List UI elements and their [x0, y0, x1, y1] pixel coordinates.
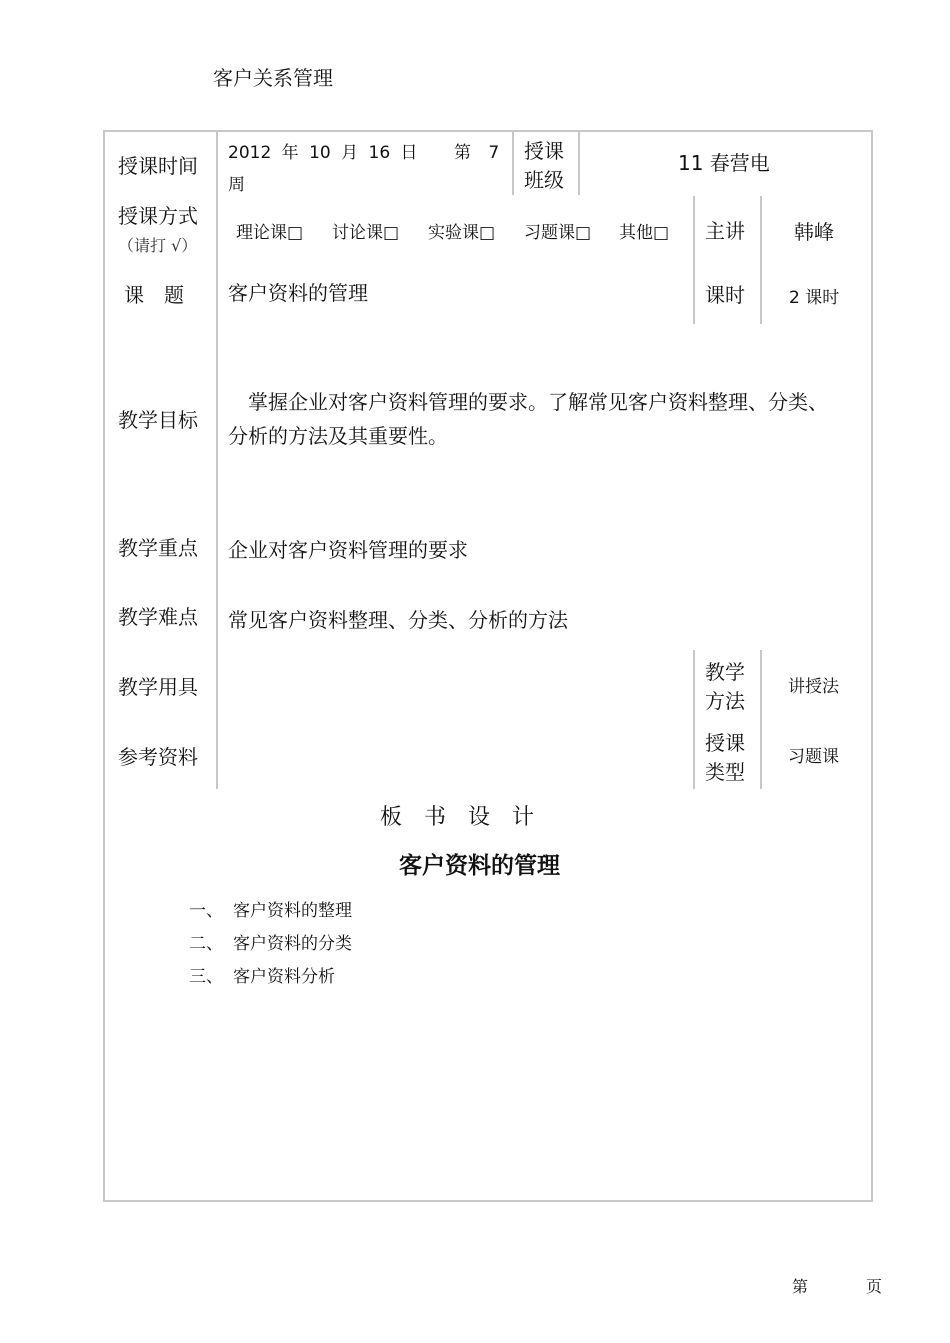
class-label-divider-left [512, 131, 514, 195]
lesson-type-label-line2: 类型 [705, 760, 745, 784]
board-item-1-text: 客户资料的整理 [233, 901, 352, 921]
method-divider-right [760, 650, 762, 789]
document-title: 客户关系管理 [213, 66, 333, 90]
lesson-type-value: 习题课 [788, 747, 839, 767]
objective-label: 教学目标 [118, 408, 198, 432]
teaching-method-label-line2: 方法 [705, 689, 745, 713]
hours-label: 课时 [705, 283, 745, 307]
class-label-line2: 班级 [524, 168, 564, 192]
class-label-divider-right [578, 131, 580, 195]
label-column-divider [216, 131, 218, 789]
difficulty-label: 教学难点 [118, 605, 198, 629]
tools-label: 教学用具 [118, 675, 198, 699]
difficulty-value: 常见客户资料整理、分类、分析的方法 [228, 608, 568, 632]
references-label: 参考资料 [118, 745, 198, 769]
lesson-plan-table [103, 130, 873, 1202]
key-point-value: 企业对客户资料管理的要求 [228, 538, 468, 562]
topic-label: 课 题 [124, 283, 184, 307]
class-value: 11 春营电 [678, 151, 770, 175]
method-type-label: 授课方式 [118, 204, 198, 228]
teaching-method-label-line1: 教学 [705, 660, 745, 684]
lecturer-divider-right [760, 196, 762, 324]
lecturer-divider-left [693, 196, 695, 324]
method-type-note: （请打 √） [118, 236, 198, 255]
hours-value: 2 课时 [789, 288, 840, 308]
board-item-3-text: 客户资料分析 [233, 967, 335, 987]
board-item-2-text: 客户资料的分类 [233, 934, 352, 954]
page-number-suffix: 页 [866, 1277, 883, 1296]
board-title: 客户资料的管理 [399, 853, 560, 879]
lecturer-value: 韩峰 [794, 220, 834, 244]
board-design-heading: 板 书 设 计 [380, 805, 535, 830]
key-point-label: 教学重点 [118, 536, 198, 560]
option-discussion: 讨论课□ [332, 223, 400, 243]
option-other: 其他□ [619, 223, 670, 243]
class-label-line1: 授课 [524, 139, 564, 163]
board-item-1-number: 一、 [189, 901, 223, 921]
lesson-week-unit: 周 [228, 175, 245, 195]
option-exercise: 习题课□ [524, 223, 592, 243]
option-lecture: 理论课□ [236, 223, 304, 243]
method-divider-left [693, 650, 695, 789]
lesson-week: 第 7 [454, 143, 500, 163]
board-item-2-number: 二、 [189, 934, 223, 954]
page-number-prefix: 第 [792, 1277, 809, 1296]
lesson-date: 2012 年 10 月 16 日 [228, 143, 418, 163]
objective-line2: 分析的方法及其重要性。 [228, 424, 448, 448]
lecturer-label: 主讲 [705, 219, 745, 243]
objective-line1: 掌握企业对客户资料管理的要求。了解常见客户资料整理、分类、 [228, 390, 828, 414]
lesson-type-label-line1: 授课 [705, 731, 745, 755]
option-experiment: 实验课□ [428, 223, 496, 243]
topic-value: 客户资料的管理 [228, 281, 368, 305]
board-item-3-number: 三、 [189, 967, 223, 987]
time-label: 授课时间 [118, 154, 198, 178]
teaching-method-value: 讲授法 [788, 677, 839, 697]
